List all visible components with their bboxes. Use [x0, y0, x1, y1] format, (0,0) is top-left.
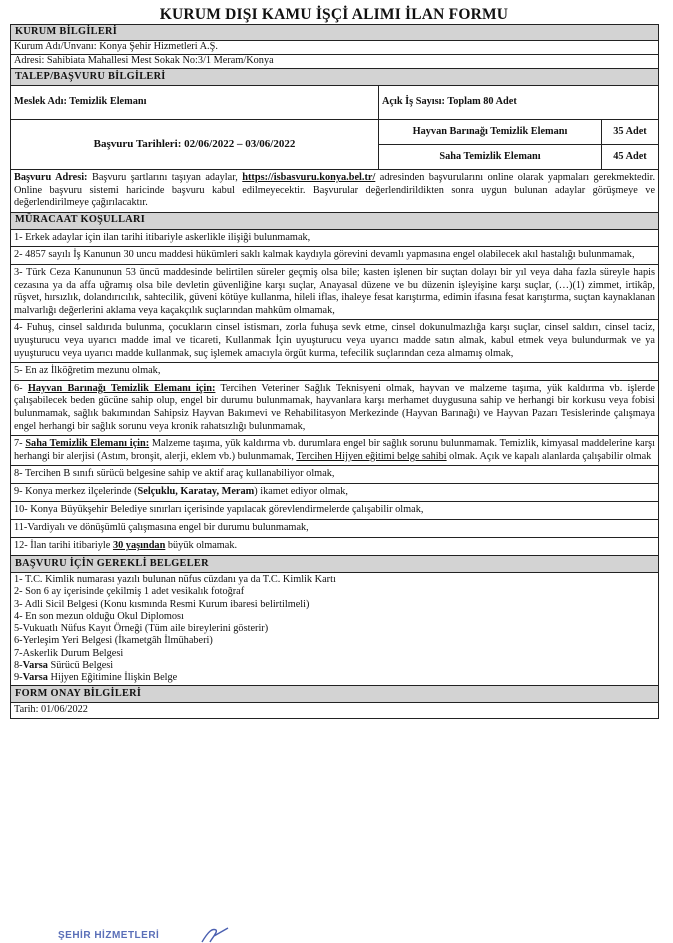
list-item: 2- Son 6 ay içerisinde çekilmiş 1 adet vesikalık fotoğraf [14, 586, 245, 598]
list-item: 4- En son mezun olduğu Okul Diplomosı [14, 610, 184, 622]
kosul-11: 11-Vardiyalı ve dönüşümlü çalışmasına engel bir durumu bulunmamak, [11, 520, 659, 538]
form-table [10, 24, 659, 719]
kosul-7: 7- Saha Temizlik Elemanı için: Malzeme taşıma, yük kaldırma vb. durumlara engel bir sağlık sorunu bulunmamak. Temizlik, kimyasal maddelerine karşı herhangi bir alerjisi (Astım, bronşit, alerji, eklem vb.) bulunmamak, Tercihen Hijyen eğitimi belge sahibi olmak. Açık ve kapalı alanlarda çalışabilir olmak [11, 436, 659, 466]
section-header-talep: TALEP/BAŞVURU BİLGİLERİ [11, 69, 659, 86]
kurum-adres: Adresi: Sahibiata Mahallesi Mest Sokak No:3/1 Meram/Konya [11, 55, 659, 69]
kosul-9: 9- Konya merkez ilçelerinde (Selçuklu, Karatay, Meram) ikamet ediyor olmak, [11, 484, 659, 502]
kosul-3: 3- Türk Ceza Kanununun 53 üncü maddesinde belirtilen süreler geçmiş olsa bile; kasten işlenen bir suçtan dolayı bir yıl veya daha fazla süreyle hapis cezasına ya da affa uğramış olsa bile devletin güvenliğine karşı suçlar, Anayasal düzene ve bu düzenin işleyişine karşı suçlar, (…)(1) zimmet, irtikâp, rüşvet, hırsızlık, dolandırıcılık, sahtecilik, güveni kötüye kullanma, hileli iflas, ihaleye fesat karıştırma, edimin ifasına fesat karıştırma, suçtan kaynaklanan malvarlığı değerlerini aklama veya kaçakçılık suçlarından mahkûm olmamak, [11, 264, 659, 319]
basvuru-link[interactable]: https://isbasvuru.konya.bel.tr/ [242, 172, 376, 183]
section-header-kurum: KURUM BİLGİLERİ [11, 25, 659, 41]
onay-tarih: Tarih: 01/06/2022 [11, 703, 659, 719]
list-item: 3- Adli Sicil Belgesi (Konu kısmında Resmi Kurum ibaresi belirtilmeli) [14, 598, 310, 610]
belgeler-list [11, 573, 659, 686]
acik-is-sayisi: Açık İş Sayısı: Toplam 80 Adet [379, 86, 659, 120]
kosul-6: 6- Hayvan Barınağı Temizlik Elemanı için: Tercihen Veteriner Sağlık Teknisyeni olmak, hayvan ve malzeme taşıma, yük kaldırma vb. işlerde çalışabilecek beden gücüne sahip olup, engel bir durumu bulunmamak, hayvanlara karşı merhamet duygusuna sahip ve herhangi bir korkusu veya fobisi bulunmamak, sağlık bakımından Sahipsiz Hayvan Bakımevi ve Rehabilitasyon Merkezinde (Hayvan Barınağı) ve Hayvan Pazarı Tesislerinde çalışmaya engel herhangi bir sağlık sorunu veya kronik rahatsızlığı bulunmamak, [11, 380, 659, 435]
form-page [10, 6, 658, 719]
section-header-onay: FORM ONAY BİLGİLERİ [11, 686, 659, 703]
list-item: 8-Varsa Sürücü Belgesi [14, 659, 114, 671]
meslek-adi: Meslek Adı: Temizlik Elemanı [11, 86, 379, 120]
section-header-muracaat: MÜRACAAT KOŞULLARI [11, 212, 659, 229]
basvuru-tarihleri: Başvuru Tarihleri: 02/06/2022 – 03/06/2022 [11, 120, 379, 170]
page-title: KURUM DIŞI KAMU İŞÇİ ALIMI İLAN FORMU [159, 6, 509, 23]
list-item: 6-Yerleşim Yeri Belgesi (İkametgâh İlmühaberi) [14, 635, 213, 647]
position-name: Saha Temizlik Elemanı [379, 145, 602, 170]
position-count: 35 Adet [602, 120, 659, 145]
kurum-adi: Kurum Adı/Unvanı: Konya Şehir Hizmetleri A.Ş. [11, 41, 659, 55]
signature-mark [198, 926, 238, 943]
list-item: 1- T.C. Kimlik numarası yazılı bulunan nüfus cüzdanı ya da T.C. Kimlik Kartı [14, 574, 336, 586]
kosul-2: 2- 4857 sayılı İş Kanunun 30 uncu maddesi hükümleri saklı kalmak kaydıyla görevini devamlı yapmasına engel olabilecek akıl hastalığı bulunmamak, [11, 247, 659, 265]
kosul-4: 4- Fuhuş, cinsel saldırıda bulunma, çocukların cinsel istismarı, zorla fuhuşa sevk etme, cinsel dokunulmazlığa karşı suçlar, cinsel saldırı, cinsel taciz, uyuşturucu veya uyarıcı madde imal ve ticareti, Kullanmak İçin uyuşturucu veya uyarıcı madde satın almak, kabul etmek veya bulundurmak ve ya uyuşturucu veya uyarıcı madde kullanmak, suç işlemek amacıyla örgüt kurma, tefecilik suçlarından ceza almamış olmak, [11, 320, 659, 363]
basvuru-adresi: Başvuru Adresi: Başvuru şartlarını taşıyan adaylar, https://isbasvuru.konya.bel.tr/ adresinden başvurularını online olarak yapmaları gerekmektedir. Online başvuru sistemi haricinde başvuru kabul edilmeyecektir. Başvurular değerlendirildikten sonra uygun bulunan adaylar görüşmeye ve değerlendirilmeye çağırılacaktır. [11, 170, 659, 213]
section-header-belgeler: BAŞVURU İÇİN GEREKLİ BELGELER [11, 556, 659, 573]
list-item: 9-Varsa Hijyen Eğitimine İlişkin Belge [14, 671, 178, 683]
kosul-1: 1- Erkek adaylar için ilan tarihi itibariyle askerlikle ilişiği bulunmamak, [11, 229, 659, 247]
position-name: Hayvan Barınağı Temizlik Elemanı [379, 120, 602, 145]
kosul-10: 10- Konya Büyükşehir Belediye sınırları içerisinde yapılacak görevlendirmelerde çalışabilir olmak, [11, 502, 659, 520]
company-stamp: ŞEHİR HİZMETLERİ [58, 930, 160, 941]
list-item: 5-Vukuatlı Nüfus Kayıt Örneği (Tüm aile bireylerini gösterir) [14, 623, 269, 635]
position-count: 45 Adet [602, 145, 659, 170]
list-item: 7-Askerlik Durum Belgesi [14, 647, 124, 659]
kosul-8: 8- Tercihen B sınıfı sürücü belgesine sahip ve aktif araç kullanabiliyor olmak, [11, 466, 659, 484]
kosul-12: 12- İlan tarihi itibariyle 30 yaşından büyük olmamak. [11, 538, 659, 556]
kosul-5: 5- En az İlköğretim mezunu olmak, [11, 363, 659, 381]
